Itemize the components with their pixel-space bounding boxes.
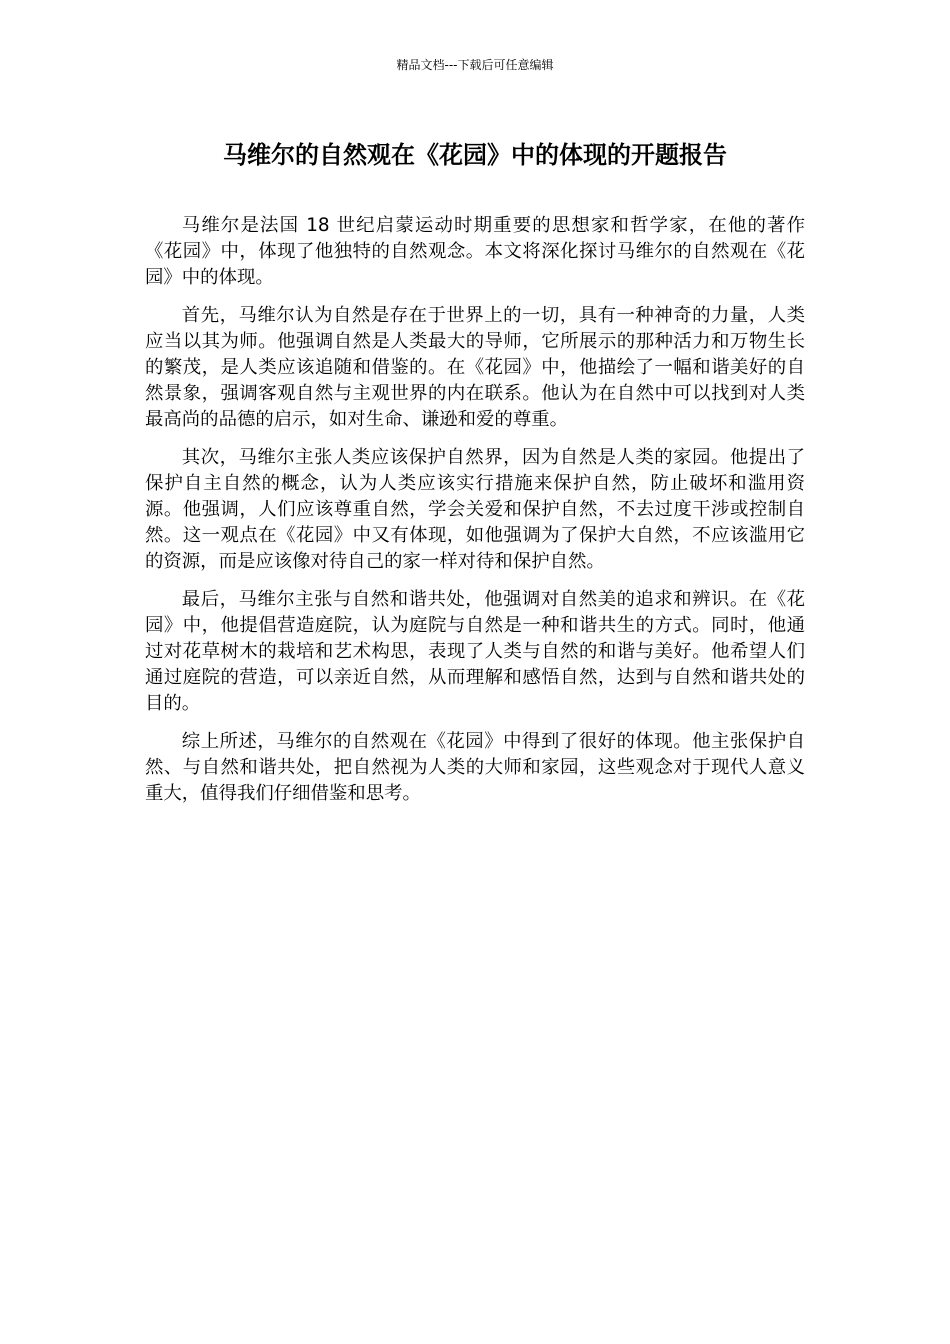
paragraph-third: 最后，马维尔主张与自然和谐共处，他强调对自然美的追求和辨识。在《花园》中，他提倡营造庭院，认为庭院与自然是一种和谐共生的方式。同时，他通过对花草树木的栽培和艺术构思，表现了人类与自然的和谐与美好。他希望人们通过庭院的营造，可以亲近自然，从而理解和感悟自然，达到与自然和谐共处的目的。 bbox=[145, 588, 805, 715]
paragraph-conclusion: 综上所述，马维尔的自然观在《花园》中得到了很好的体现。他主张保护自然、与自然和谐共处，把自然视为人类的大师和家园，这些观念对于现代人意义重大，值得我们仔细借鉴和思考。 bbox=[145, 730, 805, 805]
document-title: 马维尔的自然观在《花园》中的体现的开题报告 bbox=[223, 141, 727, 169]
paragraph-second: 其次，马维尔主张人类应该保护自然界，因为自然是人类的家园。他提出了保护自主自然的概念，认为人类应该实行措施来保护自然，防止破坏和滥用资源。他强调，人们应该尊重自然，学会关爱和保护自然，不去过度干涉或控制自然。这一观点在《花园》中又有体现，如他强调为了保护大自然，不应该滥用它的资源，而是应该像对待自己的家一样对待和保护自然。 bbox=[145, 446, 805, 573]
paragraph-intro: 马维尔是法国 18 世纪启蒙运动时期重要的思想家和哲学家，在他的著作《花园》中，体现了他独特的自然观念。本文将深化探讨马维尔的自然观在《花园》中的体现。 bbox=[145, 215, 805, 289]
document-body bbox=[145, 213, 805, 818]
paragraph-first: 首先，马维尔认为自然是存在于世界上的一切，具有一种神奇的力量，人类应当以其为师。他强调自然是人类最大的导师，它所展示的那种活力和万物生长的繁茂，是人类应该追随和借鉴的。在《花园》中，他描绘了一幅和谐美好的自然景象，强调客观自然与主观世界的内在联系。他认为在自然中可以找到对人类最高尚的品德的启示，如对生命、谦逊和爱的尊重。 bbox=[145, 304, 805, 431]
page-header: 精品文档---下载后可任意编辑 bbox=[396, 58, 554, 72]
